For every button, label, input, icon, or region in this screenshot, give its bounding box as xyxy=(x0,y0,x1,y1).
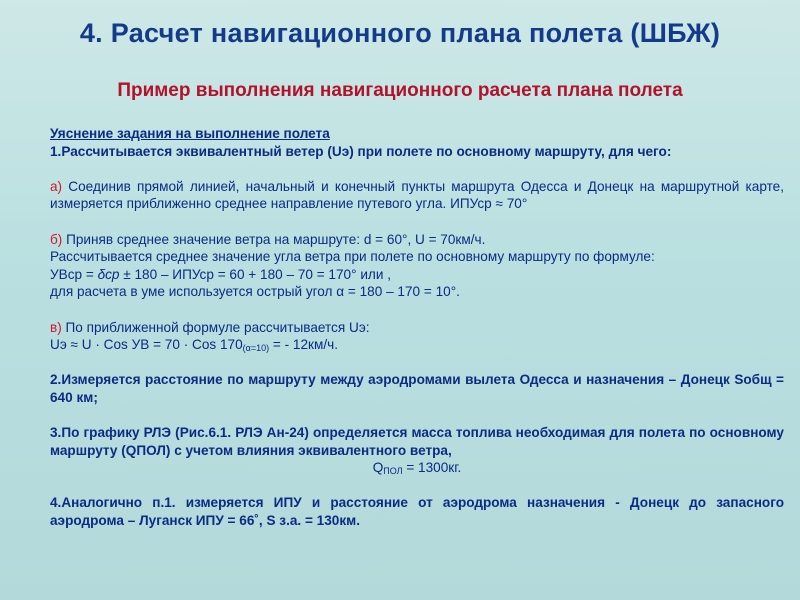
item-b-description: Рассчитывается среднее значение угла ветра при полете по основному маршруту по формуле: xyxy=(50,249,655,265)
formula-subscript: (α=10) xyxy=(242,343,270,354)
item-b xyxy=(50,231,784,249)
task-heading: Уяснение задания на выполнение полета xyxy=(50,126,330,141)
formula-part: УВср = xyxy=(50,266,98,282)
item-c-label: в) xyxy=(50,319,62,335)
item-c xyxy=(50,319,784,337)
step-2: 2.Измеряется расстояние по маршруту между аэродромами вылета Одесса и назначения – Донецк Sобщ = 640 км; xyxy=(50,372,784,405)
formula-part: Uэ ≈ U · Cos УВ = 70 · Cos 170 xyxy=(50,337,243,353)
page-subtitle: Пример выполнения навигационного расчета плана полета xyxy=(117,80,683,101)
spacer xyxy=(50,477,784,495)
spacer xyxy=(50,160,784,178)
spacer xyxy=(50,354,784,372)
step-3: 3.По графику РЛЭ (Рис.6.1. РЛЭ Ан-24) определяется масса топлива необходимая для полета по основному маршруту (QПОЛ) с учетом влияния эквивалентного ветра, xyxy=(50,425,784,458)
formula-part: = - 12км/ч. xyxy=(269,337,338,353)
page-title: 4. Расчет навигационного плана полета (ШБЖ) xyxy=(79,18,721,48)
fuel-mass-value xyxy=(50,459,784,477)
step-4: 4.Аналогично п.1. измеряется ИПУ и расстояние от аэродрома назначения - Донецк до запасного аэродрома – Луганск ИПУ = 66˚, S з.а. = 130км. xyxy=(50,495,784,529)
item-a-text: Соединив прямой линией, начальный и конечный пункты маршрута Одесса и Донецк на маршрутной карте, измеряется приближенно среднее направление путевого угла. ИПУср ≈ 70° xyxy=(50,178,784,212)
item-b-note: для расчета в уме используется острый угол α = 180 – 170 = 10°. xyxy=(50,284,460,300)
item-a-label: а) xyxy=(50,178,63,194)
formula-part: = 1300кг. xyxy=(402,460,462,476)
item-b-label: б) xyxy=(50,231,63,247)
formula-italic: δср xyxy=(97,266,120,282)
item-b-text: Приняв среднее значение ветра на маршруте: d = 60°, U = 70км/ч. xyxy=(62,231,486,247)
item-a xyxy=(50,178,784,213)
item-c-formula xyxy=(50,336,784,354)
formula-part: ± 180 – ИПУср = 60 + 180 – 70 = 170° или , xyxy=(119,266,391,282)
item-b-formula xyxy=(50,266,784,284)
formula-part: Q xyxy=(372,460,384,476)
spacer xyxy=(50,213,784,231)
task-content xyxy=(50,125,784,530)
formula-subscript: ПОЛ xyxy=(383,466,403,477)
spacer xyxy=(50,407,784,425)
step-1: 1.Рассчитывается эквивалентный ветер (Uэ) при полете по основному маршруту, для чего: xyxy=(50,143,672,159)
spacer xyxy=(50,301,784,319)
item-c-text: По приближенной формуле рассчитывается Uэ: xyxy=(61,319,370,335)
